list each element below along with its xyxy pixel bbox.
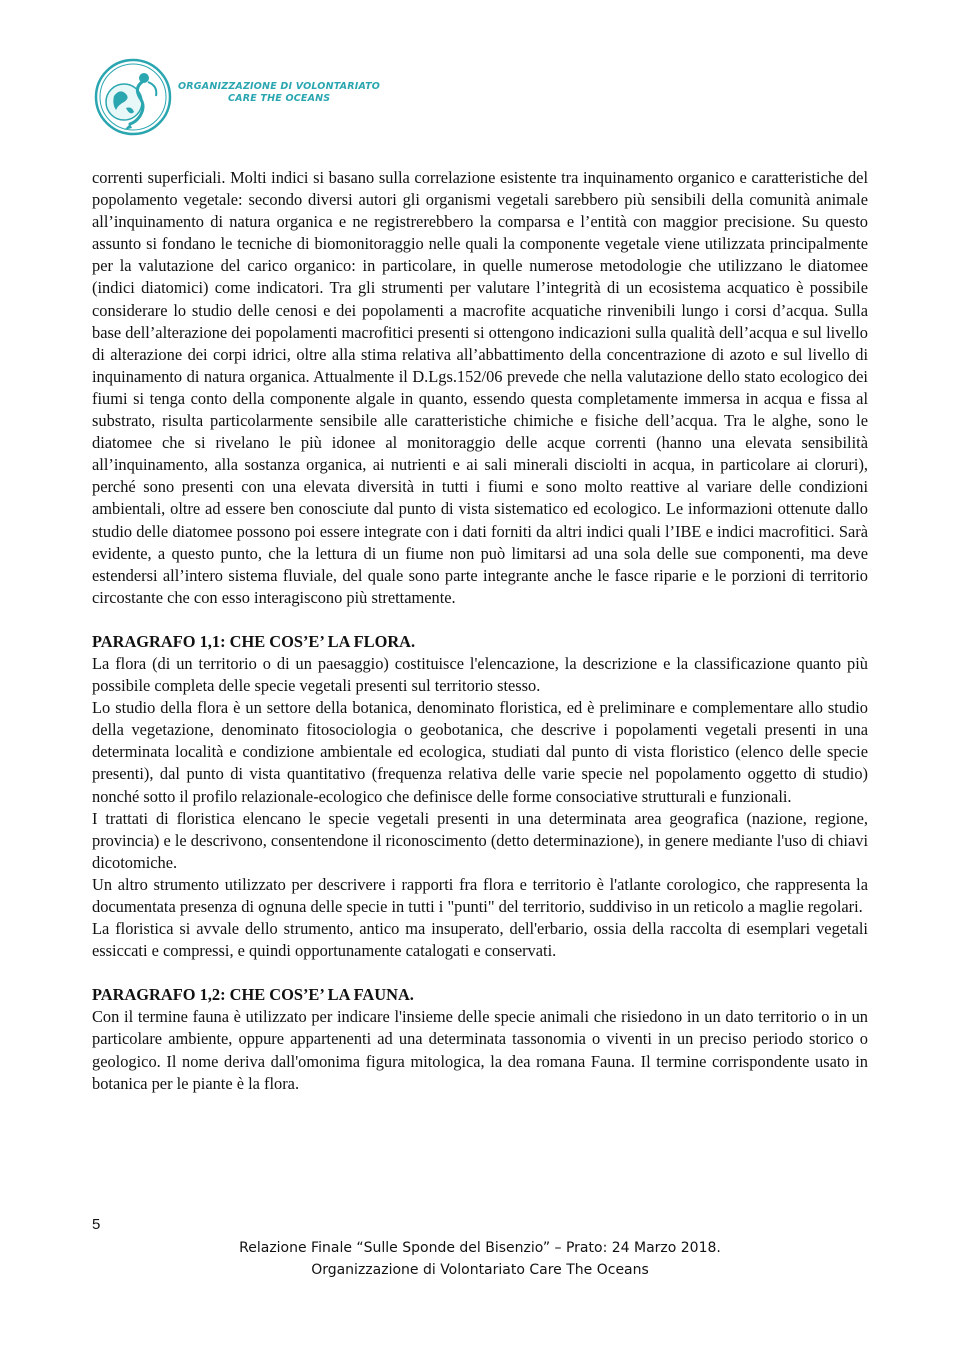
flora-paragraph-4: Un altro strumento utilizzato per descrivere i rapporti fra flora e territorio è l'atlante corologico, che rappresenta la documentata presenza di ognuna delle specie in tutti i "punti" del territorio, suddiviso in un reticolo a maglie regolari. bbox=[92, 874, 868, 916]
document-body bbox=[92, 167, 868, 1095]
flora-paragraph-5: La floristica si avvale dello strumento, antico ma insuperato, dell'erbario, ossia della raccolta di esemplari vegetali essiccati e compressi, e quindi opportunamente catalogati e conservati. bbox=[92, 919, 868, 961]
flora-paragraph-3: I trattati di floristica elencano le specie vegetali presenti in una determinata area geografica (nazione, regione, provincia) e le descrivono, consentendone il riconoscimento (detto determinazione), in genere mediante l'uso di chiavi dicotomiche. bbox=[92, 808, 868, 872]
header-logo bbox=[92, 56, 380, 138]
page-number: 5 bbox=[92, 1216, 101, 1233]
section-heading-flora: PARAGRAFO 1,1: CHE COS’E’ LA FLORA. bbox=[92, 631, 416, 651]
mermaid-globe-logo-icon bbox=[92, 56, 174, 138]
org-name bbox=[178, 81, 380, 105]
org-name-line1: ORGANIZZAZIONE DI VOLONTARIATO bbox=[178, 81, 381, 92]
intro-paragraph: correnti superficiali. Molti indici si basano sulla correlazione esistente tra inquinamento organico e caratteristiche del popolamento vegetale: secondo diversi autori gli organismi vegetali sarebbero più sensibili della comunità animale all’inquinamento di natura organica e ne registrerebbero la comparsa e l’entità con maggior precisione. Su questo assunto si fondano le tecniche di biomonitoraggio nelle quali la componente vegetale viene utilizzata principalmente per la valutazione del carico organico: in particolare, in quelle numerose metodologie che utilizzano le diatomee (indici diatomici) come indicatori. Tra gli strumenti per valutare l’integrità di un ecosistema acquatico è possibile considerare lo studio delle cenosi e dei popolamenti a macrofite acquatiche rinvenibili lungo i corsi d’acqua. Sulla base dell’alterazione dei popolamenti macrofitici presenti si ottengono indicazioni sulla qualità dell’acqua e sul livello di alterazione dei corpi idrici, oltre alla stima relativa all’abbattimento della concentrazione di azoto e sul livello di inquinamento di natura organica. Attualmente il D.Lgs.152/06 prevede che nella valutazione dello stato ecologico dei fiumi si tenga conto della componente algale in quanto, essendo questa completamente immersa in acqua e fissa al substrato, risulta particolarmente sensibile alle caratteristiche chimiche e fisiche dell’acqua. Tra le alghe, sono le diatomee che si rivelano le più idonee al monitoraggio delle acque correnti (hanno una elevata sensibilità all’inquinamento, alla sostanza organica, ai nutrienti e ai sali minerali disciolti in acqua, in particolare ai cloruri), perché sono presenti con una elevata diversità in tutti i fiumi e sono molto reattive al variare delle condizioni ambientali, oltre ad essere ben conosciute dal punto di vista sistematico ed ecologico. Le informazioni ottenute dallo studio delle diatomee possono poi essere integrate con i dati forniti da altri indici quali l’IBE e indici macrofitici. Sarà evidente, a questo punto, che la lettura di un fiume non può limitarsi ad una sola delle sue componenti, ma deve estendersi all’intero sistema fluviale, del quale sono parte integrante anche le fasce riparie e le porzioni di territorio circostante che con esso interagiscono più strettamente. bbox=[92, 168, 868, 607]
fauna-paragraph-1: Con il termine fauna è utilizzato per indicare l'insieme delle specie animali che risiedono in un dato territorio o in un particolare ambiente, oppure appartenenti ad una determinata tassonomia o viventi in un preciso periodo storico o geologico. Il nome deriva dall'omonima figura mitologica, la dea romana Fauna. Il termine corrispondente usato in botanica per le piante è la flora. bbox=[92, 1007, 868, 1093]
org-name-line2: CARE THE OCEANS bbox=[228, 93, 331, 104]
flora-paragraph-1: La flora (di un territorio o di un paesaggio) costituisce l'elencazione, la descrizione e la classificazione quanto più possibile completa delle specie vegetali presenti sul territorio stesso. bbox=[92, 653, 868, 696]
page-footer bbox=[0, 1237, 960, 1281]
section-heading-fauna: PARAGRAFO 1,2: CHE COS’E’ LA FAUNA. bbox=[92, 985, 414, 1005]
footer-line-1: Relazione Finale “Sulle Sponde del Bisenzio” – Prato: 24 Marzo 2018. bbox=[239, 1240, 721, 1256]
flora-paragraph-2: Lo studio della flora è un settore della botanica, denominato floristica, ed è preliminare e complementare allo studio della vegetazione, denominato fitosociologia o geobotanica, che descrive i popolamenti vegetali presenti in una determinata località e condizione ambientale ed ecologica, studiati dal punto di vista floristico (elenco delle specie presenti), dal punto di vista quantitativo (frequenza relativa delle varie specie nel popolamento oggetto di studio) nonché sotto il profilo relazionale-ecologico che definisce delle forme consociative strutturali e funzionali. bbox=[92, 698, 868, 806]
footer-line-2: Organizzazione di Volontariato Care The Oceans bbox=[311, 1262, 649, 1278]
